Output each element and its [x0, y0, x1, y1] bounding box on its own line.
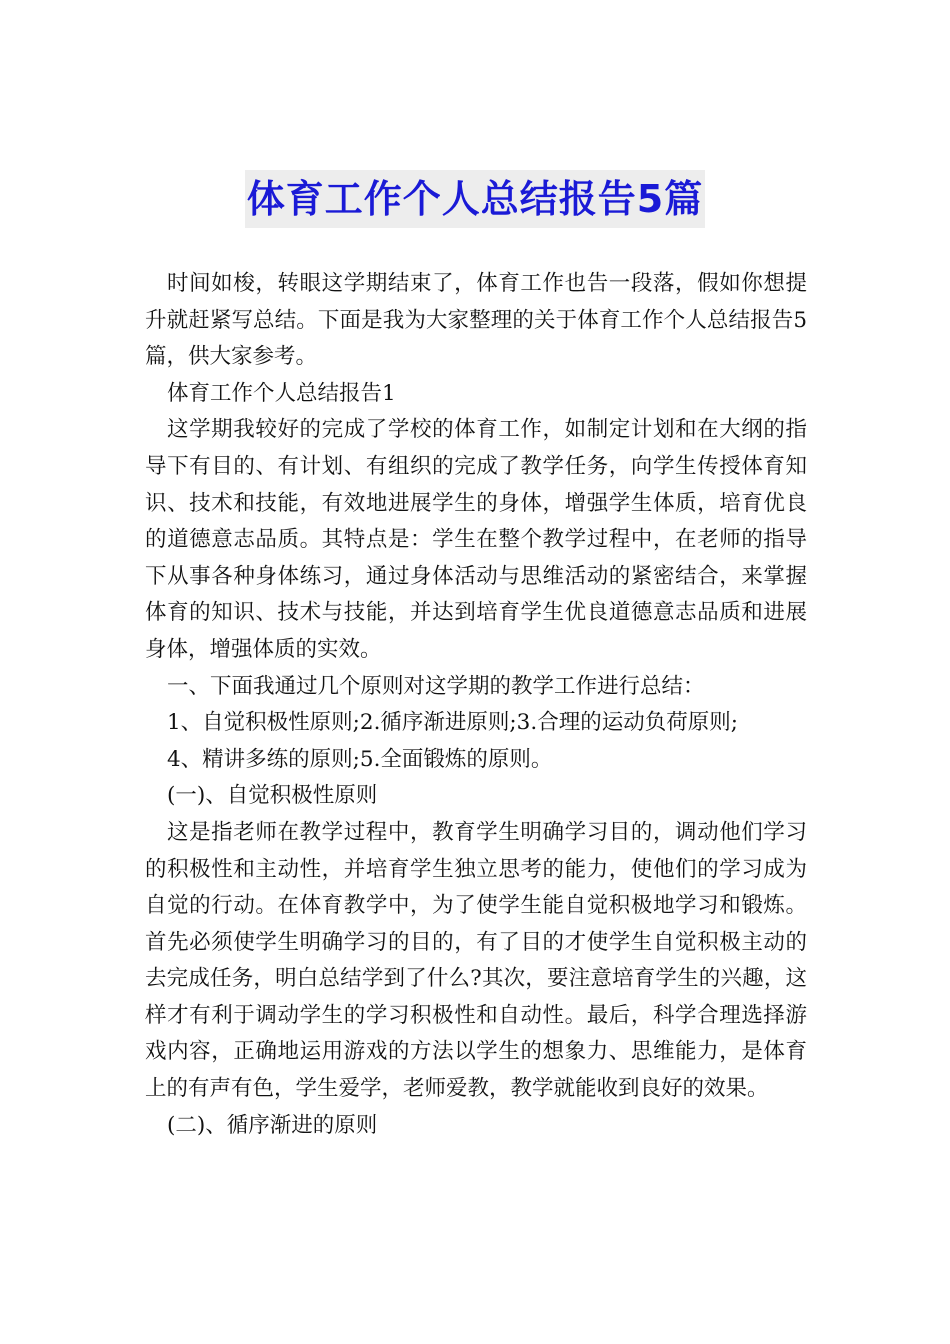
title-area: [0, 170, 950, 228]
section-heading: 体育工作个人总结报告1: [167, 380, 396, 406]
document-title: 体育工作个人总结报告5篇: [245, 170, 705, 228]
sub-heading-2: (二)、循序渐进的原则: [167, 1112, 378, 1138]
sub-heading-1: (一)、自觉积极性原则: [167, 783, 378, 809]
document-body: [145, 266, 807, 1144]
intro-paragraph: 时间如梭，转眼这学期结束了，体育工作也告一段落，假如你想提升就赶紧写总结。下面是我为大家整理的关于体育工作个人总结报告5篇，供大家参考。: [145, 271, 807, 370]
body-paragraph-1: 这学期我较好的完成了学校的体育工作，如制定计划和在大纲的指导下有目的、有计划、有组织的完成了教学任务，向学生传授体育知识、技术和技能，有效地进展学生的身体，增强学生体质，培育优良的道德意志品质。其特点是：学生在整个教学过程中，在老师的指导下从事各种身体练习，通过身体活动与思维活动的紧密结合，来掌握体育的知识、技术与技能，并达到培育学生优良道德意志品质和进展身体，增强体质的实效。: [145, 417, 807, 662]
principles-line-1: 1、自觉积极性原则;2.循序渐进原则;3.合理的运动负荷原则;: [167, 710, 738, 736]
principles-intro-line: 一、下面我通过几个原则对这学期的教学工作进行总结：: [167, 673, 705, 699]
principles-line-2: 4、精讲多练的原则;5.全面锻炼的原则。: [167, 746, 553, 772]
body-paragraph-2: 这是指老师在教学过程中，教育学生明确学习目的，调动他们学习的积极性和主动性，并培育学生独立思考的能力，使他们的学习成为自觉的行动。在体育教学中，为了使学生能自觉积极地学习和锻炼。首先必须使学生明确学习的目的，有了目的才使学生自觉积极主动的去完成任务，明白总结学到了什么?其次，要注意培育学生的兴趣，这样才有利于调动学生的学习积极性和自动性。最后，科学合理选择游戏内容，正确地运用游戏的方法以学生的想象力、思维能力，是体育上的有声有色，学生爱学，老师爱教，教学就能收到良好的效果。: [145, 819, 807, 1102]
